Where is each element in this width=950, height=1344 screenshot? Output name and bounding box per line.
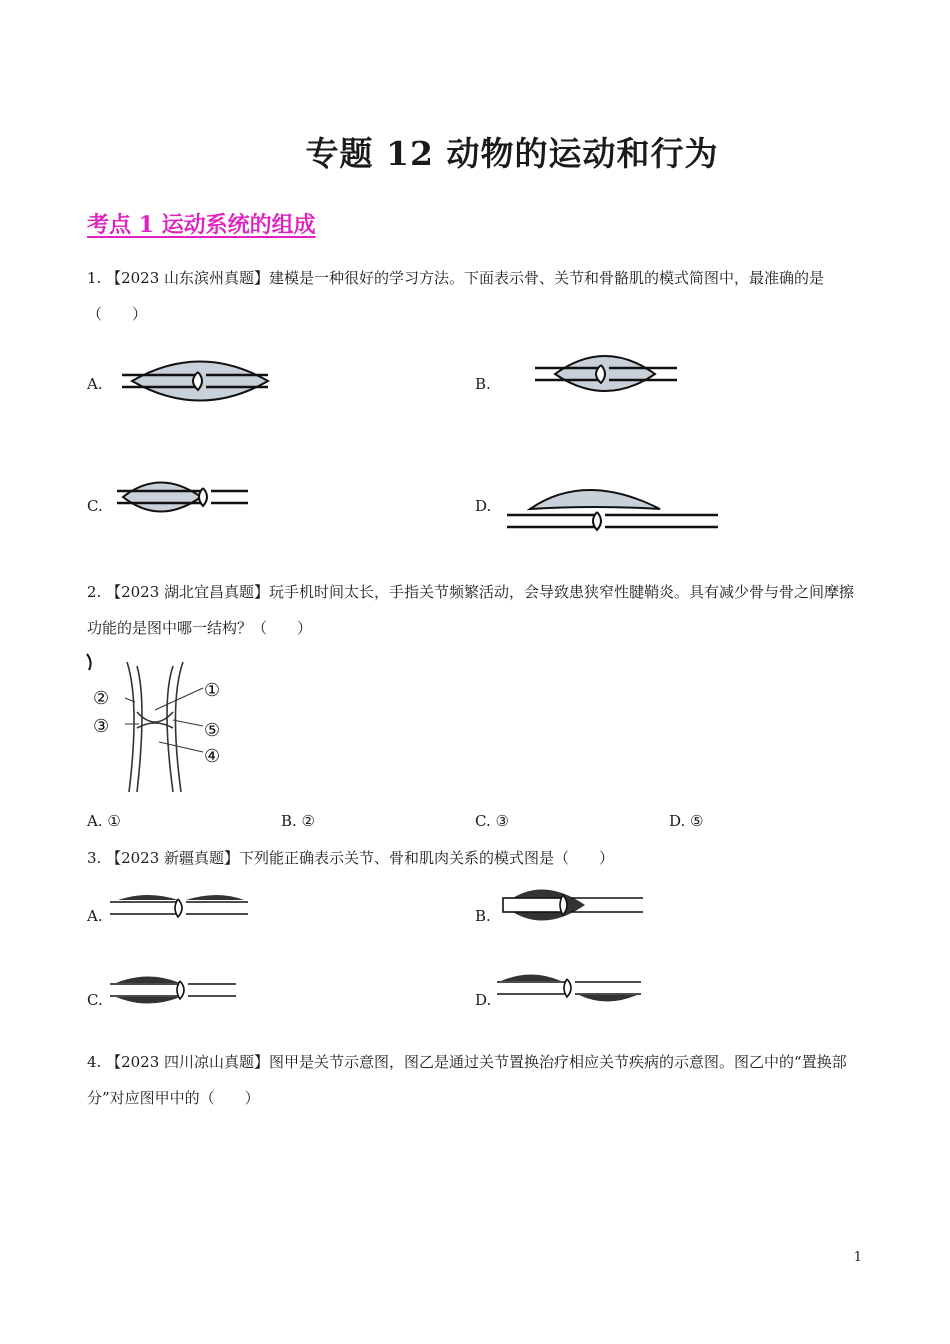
q3-diagram-d [495, 966, 645, 1010]
q1-diagram-c [115, 472, 250, 522]
question-1-text: 1. 【2023 山东滨州真题】建模是一种很好的学习方法。下面表示骨、关节和骨骼肌的模式简图中，最准确的是（ ） [87, 269, 825, 323]
question-2-text: 2. 【2023 湖北宜昌真题】玩手机时间太长，手指关节频繁活动，会导致患狭窄性腱鞘炎。具有减少骨与骨之间摩擦功能的是图中哪一结构？（ ） [87, 583, 855, 637]
q3-diagram-b [495, 880, 645, 930]
question-4-text: 4. 【2023 四川凉山真题】图甲是关节示意图，图乙是通过关节置换治疗相应关节疾病的示意图。图乙中的“置换部分”对应图甲中的（ ） [87, 1053, 847, 1107]
figure-label-4: ④ [204, 746, 221, 767]
q1-option-a[interactable]: A. [87, 375, 103, 393]
q3-option-a[interactable]: A. [87, 907, 103, 925]
page-number: 1 [853, 1250, 862, 1265]
q1-diagram-d [505, 475, 720, 537]
figure-label-2: ② [93, 688, 110, 709]
q2-joint-figure [85, 652, 235, 800]
q1-option-b[interactable]: B. [475, 375, 491, 393]
q1-option-c[interactable]: C. [87, 497, 103, 515]
figure-label-1: ① [204, 680, 221, 701]
figure-label-3: ③ [93, 716, 110, 737]
question-3-text: 3. 【2023 新疆真题】下列能正确表示关节、骨和肌肉关系的模式图是（ ） [87, 849, 615, 867]
q3-diagram-a [108, 888, 250, 928]
q1-diagram-b [535, 346, 680, 402]
q2-option-c[interactable]: C. ③ [475, 812, 509, 830]
q3-option-c[interactable]: C. [87, 991, 103, 1009]
q1-option-d[interactable]: D. [475, 497, 492, 515]
q3-diagram-c [108, 968, 240, 1012]
q2-option-d[interactable]: D. ⑤ [669, 812, 704, 830]
page-title: 专题 12 动物的运动和行为 [305, 134, 719, 173]
figure-label-5: ⑤ [204, 720, 221, 741]
q2-option-b[interactable]: B. ② [281, 812, 316, 830]
q3-option-b[interactable]: B. [475, 907, 491, 925]
section-heading: 考点 1 运动系统的组成 [87, 212, 316, 238]
q1-diagram-a [120, 350, 270, 412]
q3-option-d[interactable]: D. [475, 991, 492, 1009]
q2-option-a[interactable]: A. ① [87, 812, 121, 830]
